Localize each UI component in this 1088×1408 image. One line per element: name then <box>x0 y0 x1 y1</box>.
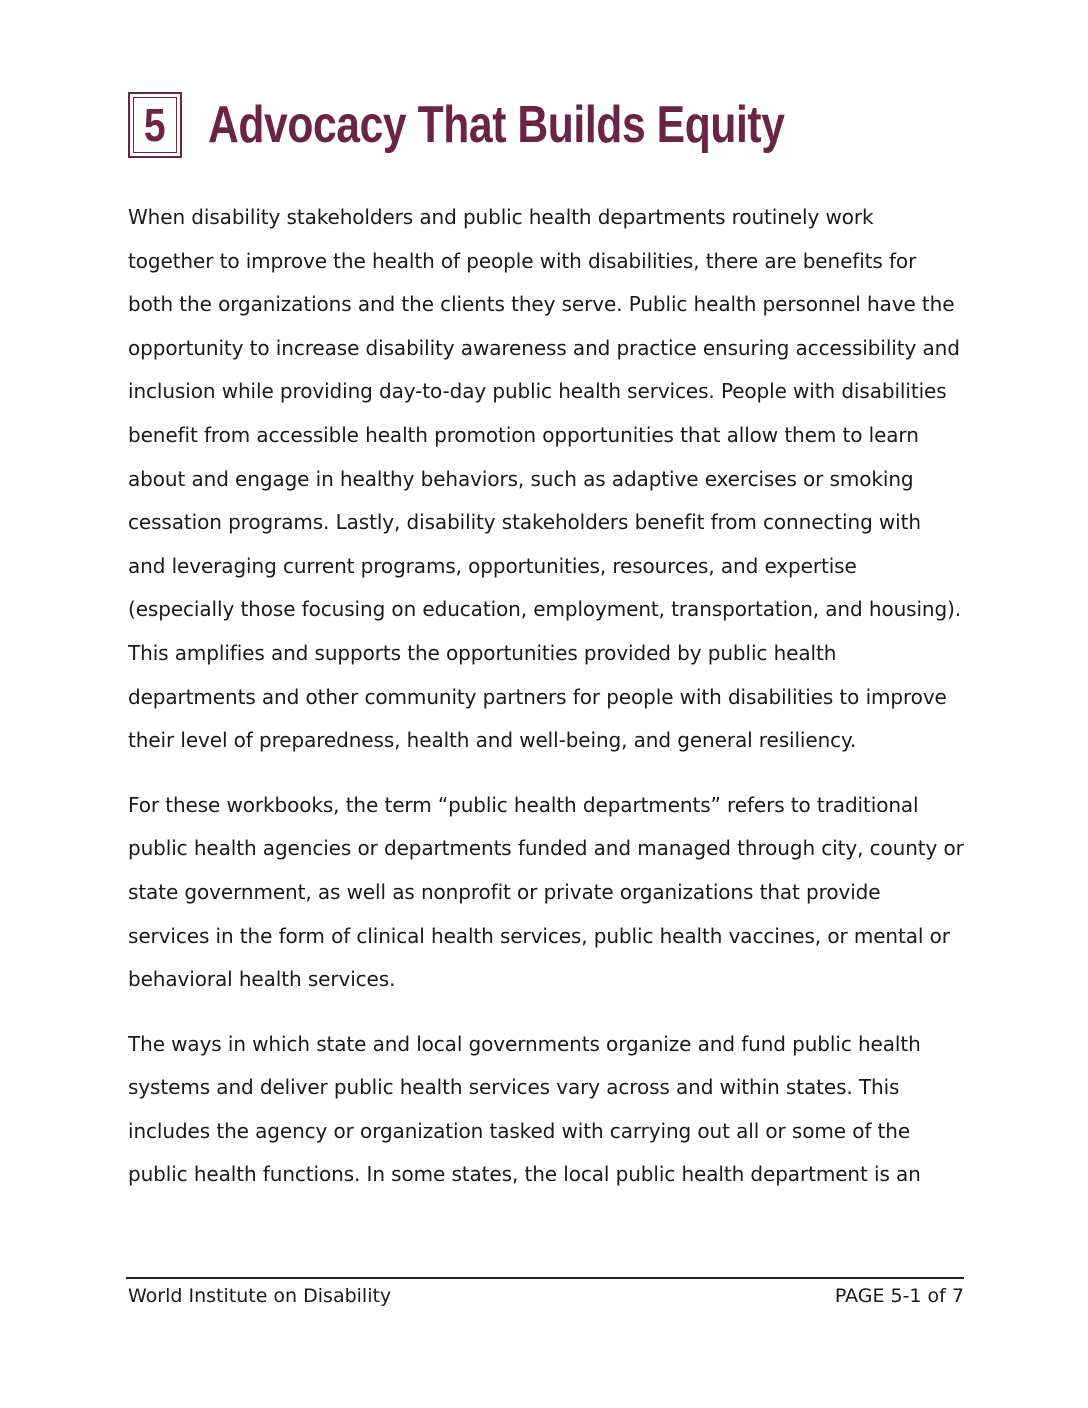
footer-page-number: PAGE 5-1 of 7 <box>834 1285 964 1307</box>
footer-divider <box>126 1277 964 1279</box>
paragraph: The ways in which state and local governments organize and fund public health systems and deliver public health services vary across and within states. This includes the agency or organization tasked with carrying out all or some of the public health functions. In some states, the local public health department is an <box>128 1031 921 1187</box>
footer-organization: World Institute on Disability <box>128 1285 392 1307</box>
paragraph: For these workbooks, the term “public health departments” refers to traditional public health agencies or departments funded and managed through city, county or state government, as well as nonprofit or private organizations that provide services in the form of clinical health services, public health vaccines, or mental or behavioral health services. <box>128 792 964 992</box>
chapter-title: Advocacy That Builds Equity <box>208 96 785 154</box>
paragraph: When disability stakeholders and public health departments routinely work together to improve the health of people with disabilities, there are benefits for both the organizations and the clients they serve. Public health personnel have the opportunity to increase disability awareness and practice ensuring accessibility and inclusion while providing day-to-day public health services. People with disabilities benefit from accessible health promotion opportunities that allow them to learn about and engage in healthy behaviors, such as adaptive exercises or smoking cessation programs. Lastly, disability stakeholders benefit from connecting with and leveraging current programs, opportunities, resources, and expertise (especially those focusing on education, employment, transportation, and housing). This amplifies and supports the opportunities provided by public health departments and other community partners for people with disabilities to improve their level of preparedness, health and well-being, and general resiliency. <box>128 205 962 753</box>
body-text <box>128 196 964 1218</box>
chapter-heading <box>128 92 911 158</box>
chapter-number: 5 <box>144 99 166 151</box>
chapter-number-box <box>128 92 182 158</box>
